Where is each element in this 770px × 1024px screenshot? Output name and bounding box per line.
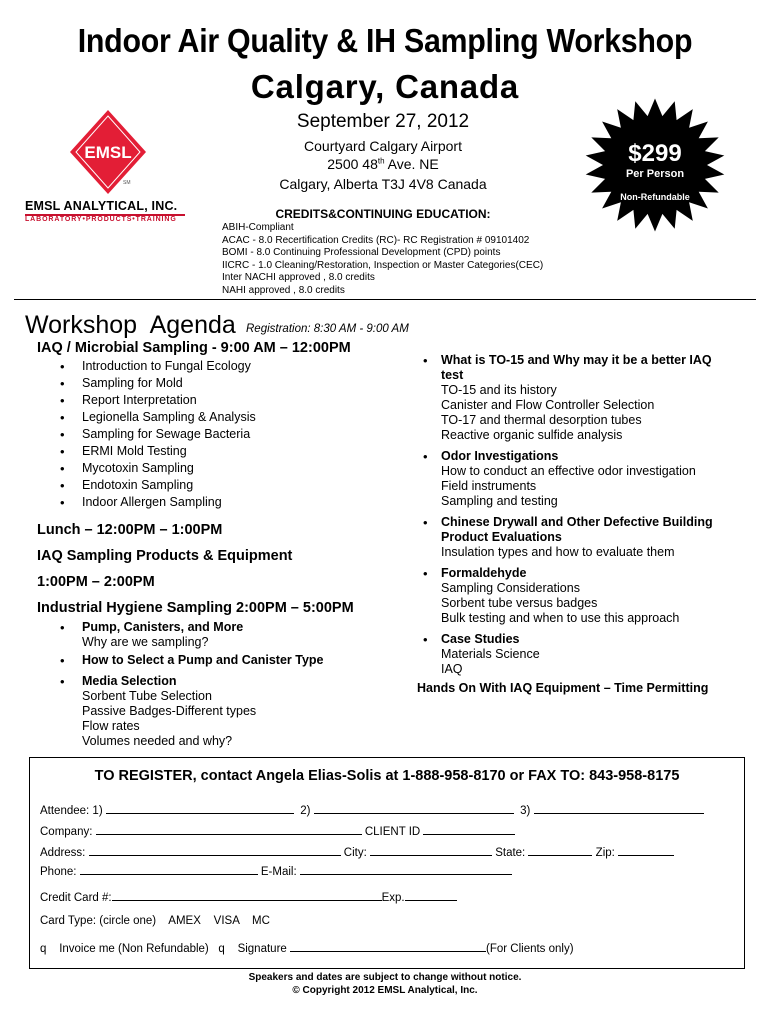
hands-on-note: Hands On With IAQ Equipment – Time Permitting	[417, 681, 709, 695]
company-tagline: LABORATORY•PRODUCTS•TRAINING	[25, 216, 177, 223]
list-item: • Endotoxin Sampling	[82, 477, 256, 494]
list-item: • Formaldehyde Sampling Considerations Sorbent tube versus badges Bulk testing and when to use this approach	[441, 566, 741, 626]
list-item: • Media Selection Sorbent Tube Selection Passive Badges-Different types Flow rates Volumes needed and why?	[82, 674, 324, 749]
email-field[interactable]	[300, 864, 512, 875]
form-heading: TO REGISTER, contact Angela Elias-Solis at 1-888-958-8170 or FAX TO: 843-958-8175	[94, 768, 680, 784]
microbial-heading: IAQ / Microbial Sampling - 9:00 AM – 12:00PM	[37, 340, 351, 356]
venue-name: Courtyard Calgary Airport	[304, 138, 462, 154]
client-id-field[interactable]	[423, 824, 515, 835]
exp-field[interactable]	[405, 890, 457, 901]
products-time: 1:00PM – 2:00PM	[37, 574, 155, 590]
list-item: • Mycotoxin Sampling	[82, 460, 256, 477]
right-topic-list	[441, 353, 741, 677]
list-item: • Sampling for Mold	[82, 375, 256, 392]
credit-line: Inter NACHI approved , 8.0 credits	[222, 272, 375, 283]
price-per: Per Person	[625, 168, 685, 180]
list-item: • What is TO-15 and Why may it be a better IAQ test TO-15 and its history Canister and Flow Controller Selection TO-17 and thermal desorption tubes Reactive organic sulfide analysis	[441, 353, 741, 443]
footer-disclaimer: Speakers and dates are subject to change without notice.	[248, 972, 522, 983]
attendee-2-field[interactable]	[314, 803, 514, 814]
list-item: • Report Interpretation	[82, 392, 256, 409]
list-item: • Pump, Canisters, and More Why are we sampling?	[82, 620, 324, 650]
attendee-1-field[interactable]	[106, 803, 294, 814]
signature-checkbox[interactable]: q	[218, 943, 225, 955]
venue-city: Calgary, Alberta T3J 4V8 Canada	[279, 176, 487, 192]
ih-list	[82, 620, 324, 749]
credit-line: ABIH-Compliant	[222, 222, 294, 233]
registration-form	[29, 757, 745, 969]
footer-copyright: © Copyright 2012 EMSL Analytical, Inc.	[292, 985, 478, 996]
list-item: • Legionella Sampling & Analysis	[82, 409, 256, 426]
header-divider	[14, 299, 756, 300]
company-row: Company: CLIENT ID	[40, 824, 515, 838]
list-item: • Chinese Drywall and Other Defective Building Product Evaluations Insulation types and how to evaluate them	[441, 515, 741, 560]
phone-row: Phone: E-Mail:	[40, 864, 512, 878]
credit-line: NAHI approved , 8.0 credits	[222, 284, 345, 296]
credits-heading: CREDITS&CONTINUING EDUCATION:	[275, 207, 491, 221]
list-item: • Indoor Allergen Sampling	[82, 494, 256, 511]
event-date: September 27, 2012	[296, 111, 470, 132]
credit-line: IICRC - 1.0 Cleaning/Restoration, Inspection or Master Categories(CEC)	[222, 259, 544, 271]
zip-field[interactable]	[618, 845, 674, 856]
ih-heading: Industrial Hygiene Sampling 2:00PM – 5:00PM	[37, 600, 354, 616]
credits-list	[222, 222, 543, 297]
microbial-list	[82, 358, 256, 511]
list-item: • ERMI Mold Testing	[82, 443, 256, 460]
page-title: Indoor Air Quality & IH Sampling Workshop	[77, 22, 693, 59]
lunch-heading: Lunch – 12:00PM – 1:00PM	[37, 522, 223, 538]
address-row: Address: City: State: Zip:	[40, 845, 674, 859]
list-item: • How to Select a Pump and Canister Type	[82, 653, 324, 668]
card-amex-option[interactable]: AMEX	[168, 915, 201, 927]
price-amount: $299	[628, 140, 682, 167]
location-title: Calgary, Canada	[250, 68, 520, 105]
signature-field[interactable]	[290, 941, 486, 952]
credit-line: BOMI - 8.0 Continuing Professional Development (CPD) points	[222, 247, 501, 258]
price-note: Non-Refundable	[620, 192, 690, 202]
credit-card-row: Credit Card #: Exp.	[40, 890, 457, 904]
invoice-row: q Invoice me (Non Refundable) q Signature (For Clients only)	[40, 943, 574, 955]
address-field[interactable]	[89, 845, 341, 856]
venue-address: 2500 48th Ave. NE	[327, 156, 439, 172]
state-field[interactable]	[528, 845, 592, 856]
attendee-row: Attendee: 1) 2) 3)	[40, 803, 704, 817]
attendee-3-field[interactable]	[534, 803, 704, 814]
list-item: • Odor Investigations How to conduct an effective odor investigation Field instruments Sampling and testing	[441, 449, 741, 509]
card-type-row: Card Type: (circle one) AMEX VISA MC	[40, 915, 270, 927]
company-field[interactable]	[96, 824, 362, 835]
credit-line: ACAC - 8.0 Recertification Credits (RC)- RC Registration # 09101402	[222, 234, 530, 246]
invoice-checkbox[interactable]: q	[40, 943, 47, 955]
phone-field[interactable]	[80, 864, 258, 875]
svg-text:EMSL: EMSL	[84, 143, 132, 162]
svg-text:SM: SM	[123, 180, 131, 186]
agenda-title: Workshop Agenda	[25, 311, 236, 339]
card-mc-option[interactable]: MC	[252, 915, 270, 927]
city-field[interactable]	[370, 845, 492, 856]
list-item: • Introduction to Fungal Ecology	[82, 358, 256, 375]
list-item: • Sampling for Sewage Bacteria	[82, 426, 256, 443]
list-item: • Case Studies Materials Science IAQ	[441, 632, 741, 677]
card-visa-option[interactable]: VISA	[213, 915, 240, 927]
registration-time: Registration: 8:30 AM - 9:00 AM	[246, 323, 409, 335]
company-name: EMSL ANALYTICAL, INC.	[25, 199, 178, 213]
credit-card-field[interactable]	[112, 890, 382, 901]
products-heading: IAQ Sampling Products & Equipment	[37, 548, 293, 564]
